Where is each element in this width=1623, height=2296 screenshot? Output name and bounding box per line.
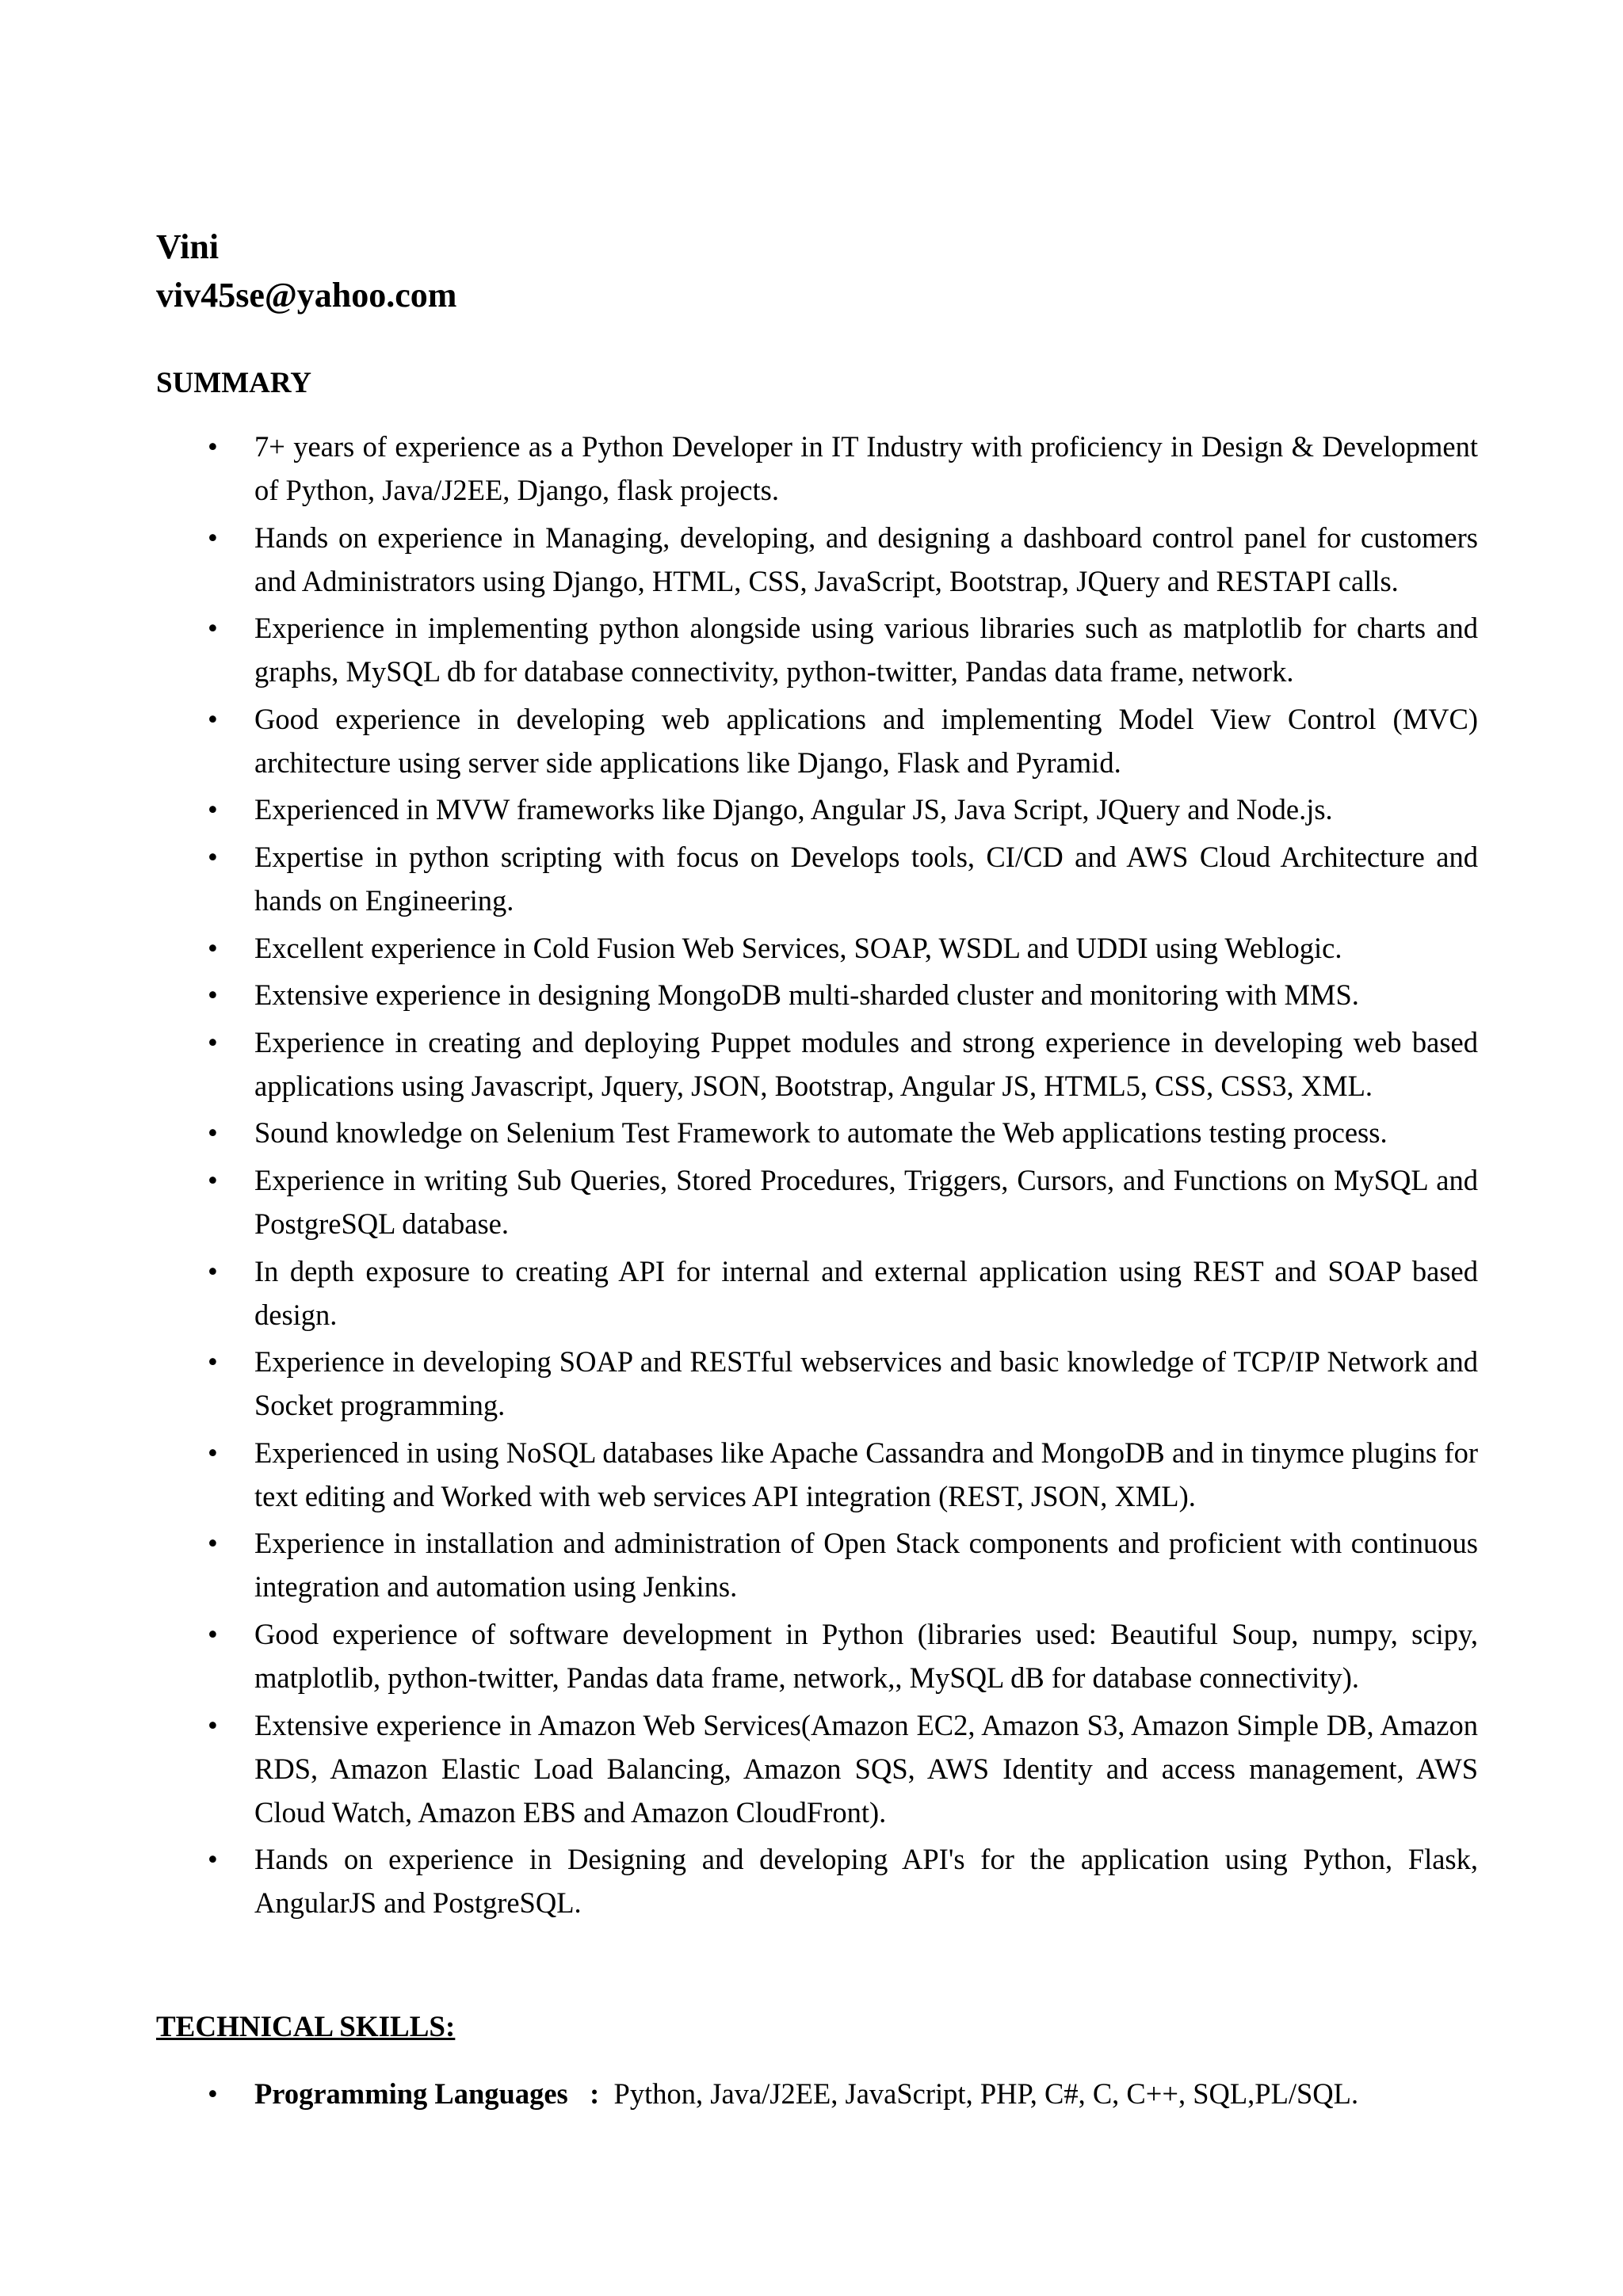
- summary-list: [0, 425, 1623, 1928]
- bullet-icon: •: [208, 931, 218, 964]
- bullet-icon: •: [208, 1025, 218, 1058]
- summary-item-text: Experienced in MVW frameworks like Django, Angular JS, Java Script, JQuery and Node.js.: [254, 793, 1333, 826]
- bullet-icon: •: [208, 1617, 218, 1650]
- summary-item: [0, 788, 1478, 831]
- summary-item-text: Experience in implementing python alongside using various libraries such as matplotlib for charts and graphs, MySQL db for database connectivity, python-twitter, Pandas data frame, network.: [254, 612, 1478, 688]
- summary-item-text: In depth exposure to creating API for internal and external application using REST and SOAP based design.: [254, 1254, 1478, 1331]
- summary-item-text: Excellent experience in Cold Fusion Web Services, SOAP, WSDL and UDDI using Weblogic.: [254, 931, 1342, 964]
- bullet-icon: •: [208, 612, 218, 645]
- bullet-icon: •: [208, 840, 218, 873]
- summary-item-text: Extensive experience in designing MongoDB multi-sharded cluster and monitoring with MMS.: [254, 978, 1359, 1012]
- bullet-icon: •: [208, 1163, 218, 1196]
- skill-label: Programming Languages :: [254, 2077, 600, 2110]
- bullet-icon: •: [208, 1116, 218, 1150]
- bullet-icon: •: [208, 1527, 218, 1560]
- summary-item: [0, 1020, 1478, 1108]
- candidate-name: Vini: [156, 227, 220, 266]
- bullet-icon: •: [208, 521, 218, 554]
- bullet-icon: •: [208, 978, 218, 1012]
- bullet-icon: •: [208, 702, 218, 735]
- summary-item-text: Extensive experience in Amazon Web Services(Amazon EC2, Amazon S3, Amazon Simple DB, Amazon RDS, Amazon Elastic Load Balancing, Amazon SQS, AWS Identity and access management, AWS Cloud Watch, Amazon EBS and Amazon CloudFront).: [254, 1708, 1478, 1829]
- bullet-icon: •: [208, 2077, 218, 2110]
- bullet-icon: •: [208, 1254, 218, 1287]
- summary-item-text: Experience in creating and deploying Puppet modules and strong experience in developing web based applications using Javascript, Jquery, JSON, Bootstrap, Angular JS, HTML5, CSS, CSS3, XML.: [254, 1025, 1478, 1102]
- summary-item: [0, 606, 1478, 693]
- technical-skills-heading: TECHNICAL SKILLS:: [156, 2011, 456, 2043]
- summary-item: [0, 973, 1478, 1016]
- bullet-icon: •: [208, 1843, 218, 1876]
- summary-item-text: Hands on experience in Managing, developing, and designing a dashboard control panel for customers and Administrators using Django, HTML, CSS, JavaScript, Bootstrap, JQuery and RESTAPI calls.: [254, 521, 1478, 597]
- summary-item-text: Experience in writing Sub Queries, Stored Procedures, Triggers, Cursors, and Functions on MySQL and PostgreSQL database.: [254, 1163, 1478, 1240]
- summary-heading: SUMMARY: [156, 367, 312, 399]
- summary-item: [0, 1521, 1478, 1608]
- skill-value: Python, Java/J2EE, JavaScript, PHP, C#, C, C++, SQL,PL/SQL.: [599, 2077, 1359, 2110]
- summary-item-text: Good experience in developing web applications and implementing Model View Control (MVC) architecture using server side applications like Django, Flask and Pyramid.: [254, 702, 1478, 779]
- bullet-icon: •: [208, 793, 218, 826]
- summary-item: [0, 697, 1478, 784]
- summary-item: [0, 516, 1478, 603]
- summary-item: [0, 1158, 1478, 1245]
- summary-item-text: Experienced in using NoSQL databases like Apache Cassandra and MongoDB and in tinymce plugins for text editing and Worked with web services API integration (REST, JSON, XML).: [254, 1436, 1478, 1512]
- summary-item: [0, 425, 1478, 512]
- summary-item: [0, 1340, 1478, 1427]
- summary-item-text: Experience in installation and administration of Open Stack components and proficient with continuous integration and automation using Jenkins.: [254, 1527, 1478, 1604]
- summary-item: [0, 1612, 1478, 1699]
- summary-item-text: Expertise in python scripting with focus on Develops tools, CI/CD and AWS Cloud Architecture and hands on Engineering.: [254, 840, 1478, 917]
- candidate-email: viv45se@yahoo.com: [156, 276, 457, 315]
- bullet-icon: •: [208, 1345, 218, 1379]
- summary-item: [0, 926, 1478, 970]
- summary-item: [0, 1111, 1478, 1154]
- summary-item-text: Sound knowledge on Selenium Test Framework to automate the Web applications testing process.: [254, 1116, 1388, 1150]
- summary-item-text: 7+ years of experience as a Python Developer in IT Industry with proficiency in Design & Development of Python, Java/J2EE, Django, flask projects.: [254, 430, 1478, 506]
- summary-item: [0, 1837, 1478, 1924]
- bullet-icon: •: [208, 430, 218, 463]
- summary-item-text: Good experience of software development in Python (libraries used: Beautiful Soup, numpy, scipy, matplotlib, python-twitter, Pandas data frame, network,, MySQL dB for database connectivity).: [254, 1617, 1478, 1694]
- summary-item: [0, 1431, 1478, 1518]
- bullet-icon: •: [208, 1436, 218, 1469]
- summary-item-text: Experience in developing SOAP and RESTful webservices and basic knowledge of TCP/IP Network and Socket programming.: [254, 1345, 1478, 1422]
- summary-item: [0, 1249, 1478, 1337]
- summary-item: [0, 1703, 1478, 1834]
- summary-item: [0, 835, 1478, 922]
- summary-item-text: Hands on experience in Designing and developing API's for the application using Python, Flask, AngularJS and PostgreSQL.: [254, 1843, 1478, 1920]
- technical-skills-list: [0, 2072, 1623, 2115]
- bullet-icon: •: [208, 1708, 218, 1741]
- skill-item: [0, 2072, 1623, 2115]
